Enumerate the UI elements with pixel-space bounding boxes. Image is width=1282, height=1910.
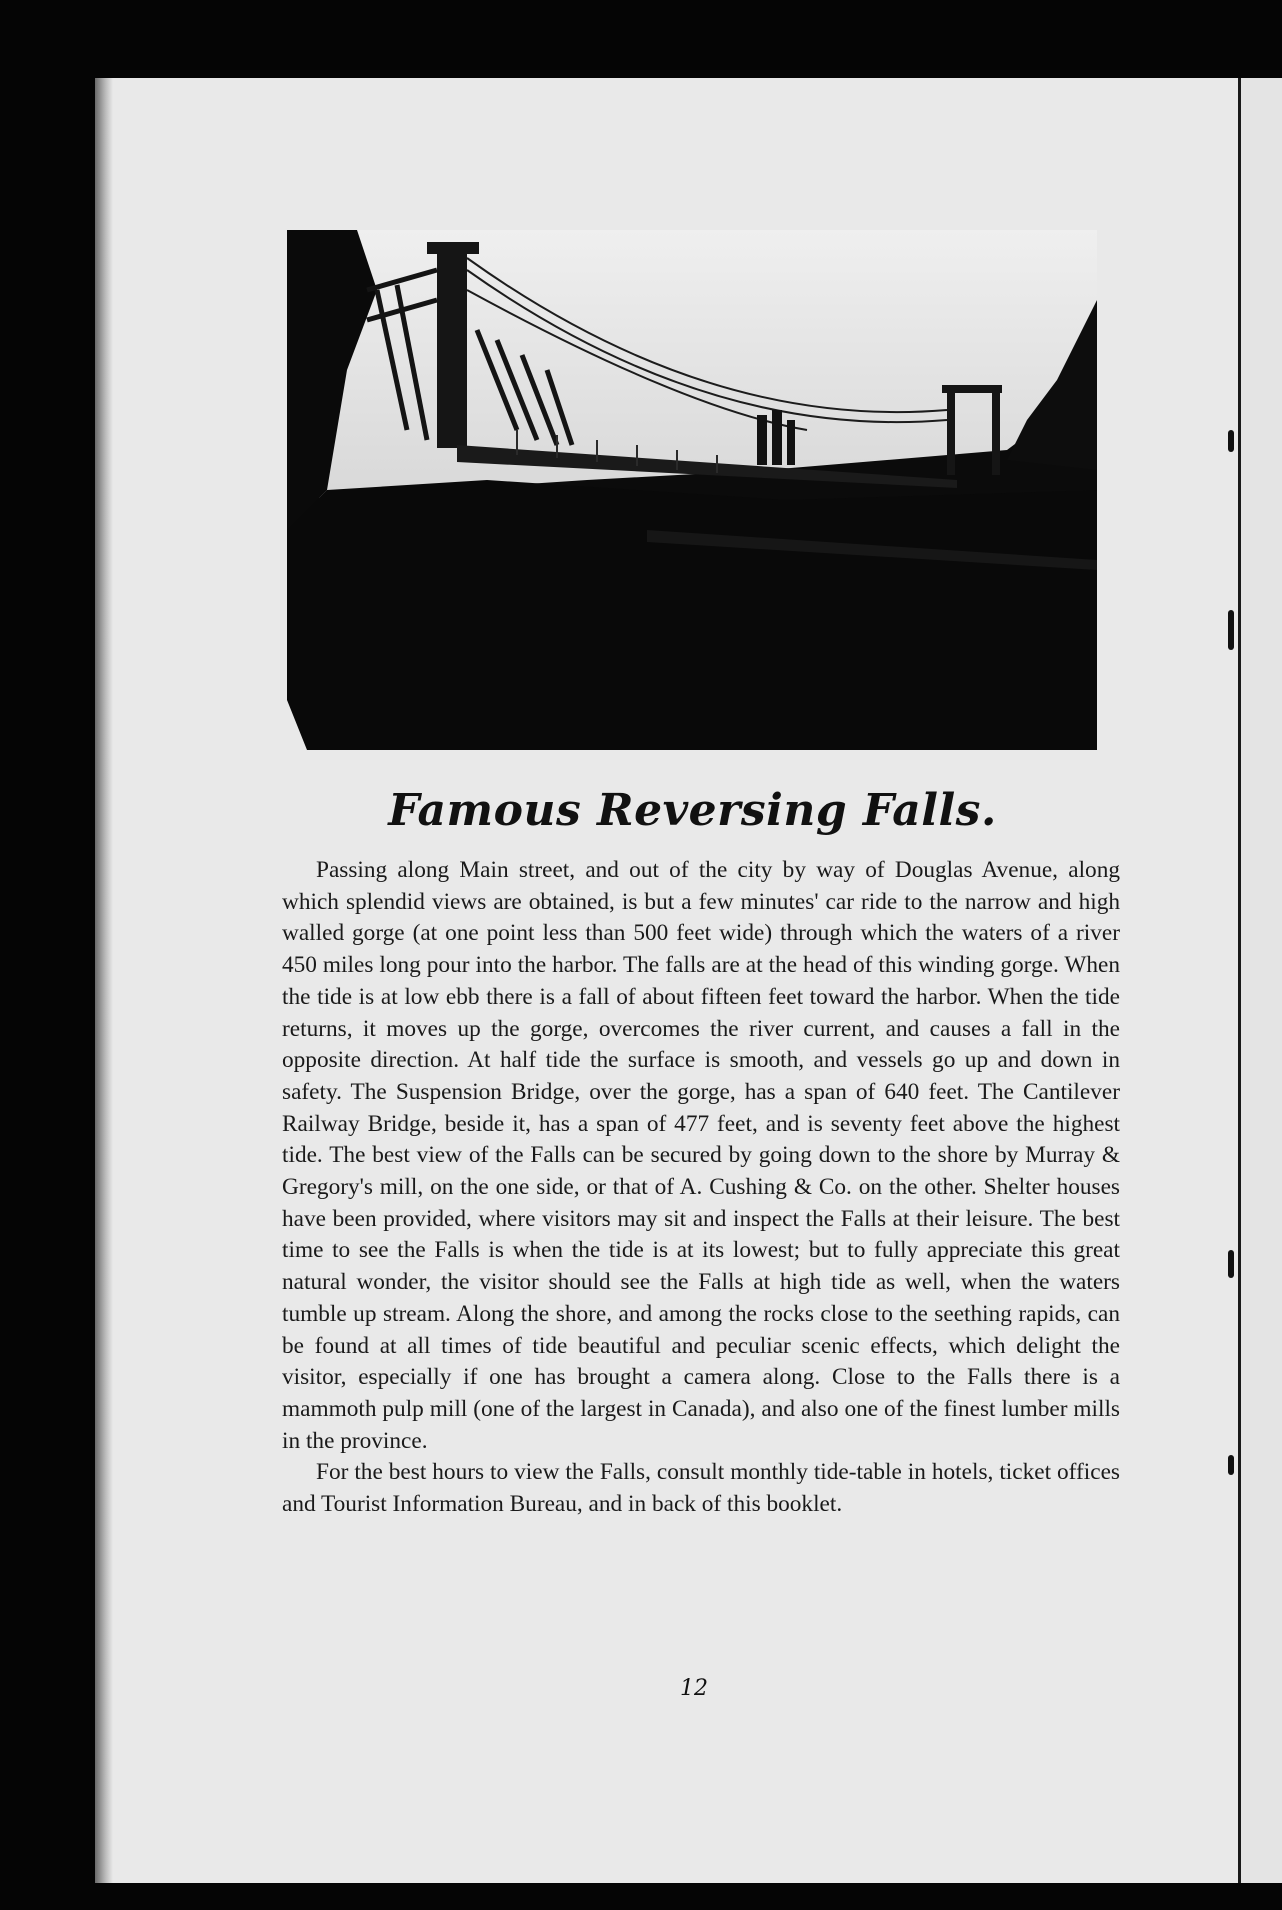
- paragraph: For the best hours to view the Falls, consult monthly tide-table in hotels, ticket offices and Tourist Information Bureau, and in back of this booklet.: [282, 1459, 1120, 1518]
- suspension-bridge-image: [287, 230, 1097, 750]
- binding-mark: [1228, 1455, 1234, 1475]
- binding-mark: [1228, 1250, 1234, 1278]
- binding-mark: [1228, 610, 1234, 650]
- page-number: 12: [680, 1676, 708, 1701]
- binding-mark: [1228, 430, 1234, 452]
- page-title: Famous Reversing Falls.: [388, 785, 997, 836]
- article-body: [282, 855, 1120, 1521]
- paragraph: Passing along Main street, and out of the city by way of Douglas Avenue, along which splendid views are obtained, is but a few minutes' car ride to the narrow and high walled gorge (at one point less than 500 feet wide) through which the waters of a river 450 miles long pour into the harbor. The falls are at the head of this winding gorge. When the tide is at low ebb there is a fall of about fifteen feet toward the harbor. When the tide returns, it moves up the gorge, overcomes the river current, and causes a fall in the opposite direction. At half tide the surface is smooth, and vessels go up and down in safety. The Suspension Bridge, over the gorge, has a span of 640 feet. The Cantilever Railway Bridge, beside it, has a span of 477 feet, and is seventy feet above the highest tide. The best view of the Falls can be secured by going down to the shore by Murray & Gregory's mill, on the one side, or that of A. Cushing & Co. on the other. Shelter houses have been provided, where visitors may sit and inspect the Falls at their leisure. The best time to see the Falls is when the tide is at its lowest; but to fully appreciate this great natural wonder, the visitor should see the Falls at high tide as well, when the waters tumble up stream. Along the shore, and among the rocks close to the seething rapids, can be found at all times of tide beautiful and peculiar scenic effects, which delight the visitor, especially if one has brought a camera along. Close to the Falls there is a mammoth pulp mill (one of the largest in Canada), and also one of the finest lumber mills in the province.: [282, 857, 1120, 1454]
- page-binding-edge: [95, 78, 113, 1883]
- bridge-photograph: [287, 230, 1097, 750]
- adjacent-page-edge: [1238, 78, 1282, 1883]
